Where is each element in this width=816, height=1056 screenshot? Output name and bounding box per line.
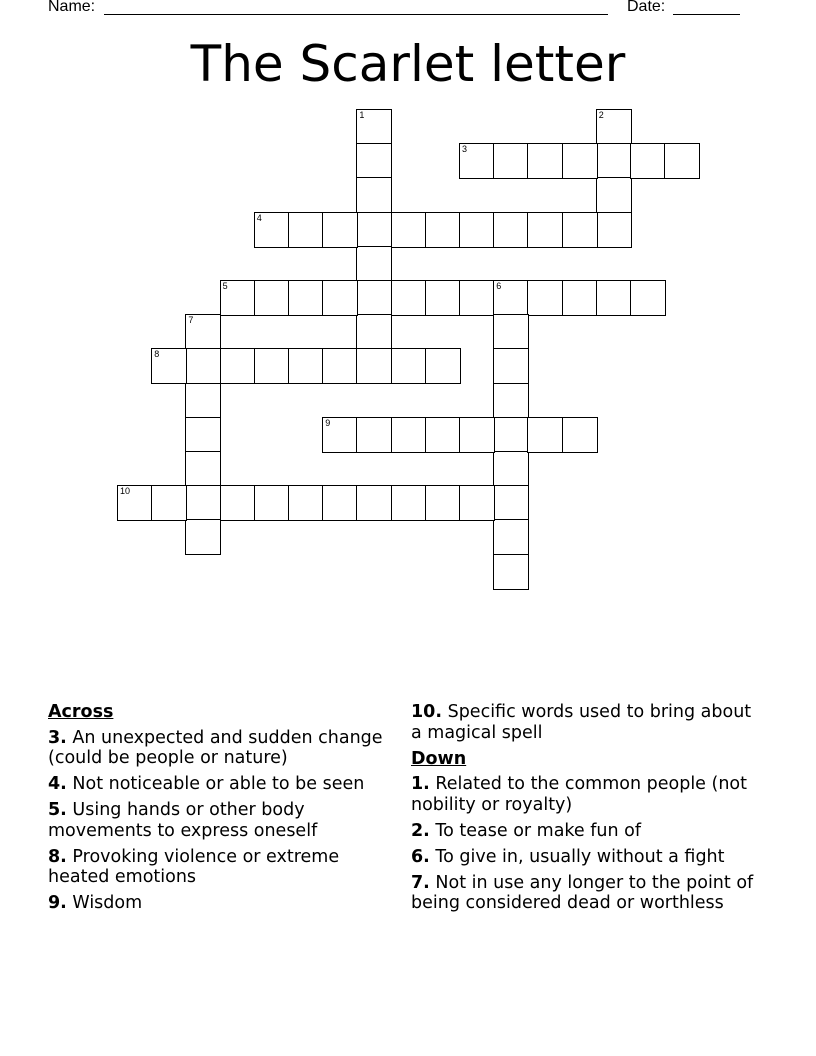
grid-cell[interactable]	[426, 349, 460, 383]
grid-cell[interactable]	[186, 418, 220, 452]
grid-cell[interactable]	[631, 144, 665, 178]
name-line[interactable]	[104, 14, 608, 15]
clue-down-7	[411, 873, 756, 914]
clue-number-label: 5	[222, 281, 228, 291]
clue-number: 3.	[48, 727, 67, 748]
grid-cell[interactable]	[323, 349, 357, 383]
grid-cell[interactable]	[357, 281, 391, 315]
clue-number-label: 6	[496, 281, 502, 291]
clue-number-label: 3	[462, 144, 468, 155]
grid-cell[interactable]	[357, 110, 391, 144]
grid-cell[interactable]	[494, 555, 528, 589]
grid-cell[interactable]	[597, 281, 631, 315]
grid-cell[interactable]	[357, 178, 391, 212]
clue-number: 2.	[411, 820, 430, 841]
grid-cell[interactable]	[528, 281, 562, 315]
grid-cell[interactable]	[494, 144, 528, 178]
grid-cell[interactable]	[563, 418, 597, 452]
grid-cell[interactable]	[255, 486, 289, 520]
grid-cell[interactable]	[152, 486, 186, 520]
clue-number: 4.	[48, 774, 67, 794]
clue-text: Wisdom	[72, 893, 143, 913]
clue-number-label: 9	[325, 417, 331, 428]
clue-text: Not noticeable or able to be seen	[72, 774, 365, 794]
grid-cell[interactable]	[494, 349, 528, 383]
clue-across-3	[48, 728, 393, 769]
grid-cell[interactable]	[426, 281, 460, 315]
grid-cell[interactable]	[460, 486, 494, 520]
clue-text: Provoking violence or extreme heated emotions	[48, 846, 340, 887]
grid-cell[interactable]	[357, 213, 391, 247]
clue-across-4	[48, 774, 393, 795]
grid-cell[interactable]	[460, 144, 494, 178]
clue-number: 1.	[411, 774, 430, 794]
grid-cell[interactable]	[357, 486, 391, 520]
grid-cell[interactable]	[426, 486, 460, 520]
grid-cell[interactable]	[563, 213, 597, 247]
grid-cell[interactable]	[494, 486, 528, 520]
grid-cell[interactable]	[392, 213, 426, 247]
grid-cell[interactable]	[528, 144, 562, 178]
grid-cell[interactable]	[357, 349, 391, 383]
grid-cell[interactable]	[323, 486, 357, 520]
clue-number-label: 7	[188, 315, 194, 326]
clue-number: 6.	[411, 846, 430, 867]
grid-cell[interactable]	[563, 281, 597, 315]
clue-text: To give in, usually without a fight	[435, 846, 725, 867]
grid-cell[interactable]	[289, 486, 323, 520]
grid-cell[interactable]	[186, 520, 220, 554]
grid-cell[interactable]	[186, 315, 220, 349]
clue-text: Using hands or other body movements to express oneself	[48, 800, 318, 841]
grid-cell[interactable]	[392, 349, 426, 383]
grid-cell[interactable]	[460, 281, 494, 315]
grid-cell[interactable]	[426, 418, 460, 452]
clue-across-5	[48, 800, 393, 841]
grid-cell[interactable]	[357, 144, 391, 178]
grid-cell[interactable]	[597, 144, 631, 178]
clue-down-2	[411, 821, 756, 842]
clue-number: 7.	[411, 872, 430, 893]
grid-cell[interactable]	[289, 213, 323, 247]
grid-cell[interactable]	[392, 281, 426, 315]
grid-cell[interactable]	[289, 349, 323, 383]
clue-number: 9.	[48, 893, 67, 913]
grid-cell[interactable]	[118, 486, 152, 520]
grid-cell[interactable]	[392, 418, 426, 452]
clue-down-1	[411, 774, 756, 815]
grid-cell[interactable]	[597, 110, 631, 144]
grid-cell[interactable]	[631, 281, 665, 315]
grid-cell[interactable]	[357, 315, 391, 349]
date-line[interactable]	[673, 14, 740, 15]
clues-left-column	[48, 702, 393, 919]
grid-cell[interactable]	[289, 281, 323, 315]
grid-cell[interactable]	[255, 281, 289, 315]
grid-cell[interactable]	[186, 452, 220, 486]
clues-right-column	[411, 702, 756, 919]
grid-cell[interactable]	[255, 349, 289, 383]
grid-cell[interactable]	[357, 418, 391, 452]
grid-cell[interactable]	[460, 418, 494, 452]
clue-number-label: 1	[359, 110, 365, 120]
clue-text: An unexpected and sudden change (could be people or nature)	[48, 727, 383, 768]
grid-cell[interactable]	[152, 349, 186, 383]
grid-cell[interactable]	[221, 486, 255, 520]
clue-text: Related to the common people (not nobility or royalty)	[411, 774, 747, 815]
grid-cell[interactable]	[563, 144, 597, 178]
grid-cell[interactable]	[357, 247, 391, 281]
clue-number: 10.	[411, 702, 443, 722]
grid-cell[interactable]	[494, 418, 528, 452]
clue-down-6	[411, 847, 756, 868]
clue-across-8	[48, 847, 393, 888]
grid-cell[interactable]	[221, 349, 255, 383]
clue-number-label: 10	[120, 486, 131, 497]
clue-text: Not in use any longer to the point of being considered dead or worthless	[411, 872, 754, 913]
clue-number: 8.	[48, 846, 67, 867]
clue-number-label: 4	[256, 212, 262, 223]
grid-cell[interactable]	[186, 486, 220, 520]
clue-across-9	[48, 893, 393, 914]
date-label: Date:	[627, 0, 666, 15]
clue-number: 5.	[48, 800, 67, 820]
page-title: The Scarlet letter	[190, 35, 626, 93]
grid-cell[interactable]	[665, 144, 699, 178]
grid-cell[interactable]	[528, 213, 562, 247]
clue-across-10	[411, 702, 756, 743]
clue-text: To tease or make fun of	[435, 820, 642, 841]
grid-cell[interactable]	[323, 281, 357, 315]
clue-number-label: 8	[154, 349, 160, 360]
grid-cell[interactable]	[186, 384, 220, 418]
clue-number-label: 2	[598, 110, 604, 120]
across-heading: Across	[48, 702, 114, 722]
grid-cell[interactable]	[323, 418, 357, 452]
grid-cell[interactable]	[597, 213, 631, 247]
clue-text: Specific words used to bring about a magical spell	[411, 702, 752, 743]
grid-cell[interactable]	[494, 452, 528, 486]
grid-cell[interactable]	[494, 520, 528, 554]
grid-cell[interactable]	[494, 315, 528, 349]
down-heading: Down	[411, 748, 467, 769]
grid-cell[interactable]	[460, 213, 494, 247]
grid-cell[interactable]	[597, 178, 631, 212]
grid-cell[interactable]	[392, 486, 426, 520]
grid-cell[interactable]	[494, 384, 528, 418]
grid-cell[interactable]	[323, 213, 357, 247]
grid-cell[interactable]	[221, 281, 255, 315]
grid-cell[interactable]	[255, 213, 289, 247]
grid-cell[interactable]	[528, 418, 562, 452]
name-label: Name:	[48, 0, 96, 15]
grid-cell[interactable]	[494, 281, 528, 315]
grid-cell[interactable]	[494, 213, 528, 247]
grid-cell[interactable]	[426, 213, 460, 247]
grid-cell[interactable]	[186, 349, 220, 383]
